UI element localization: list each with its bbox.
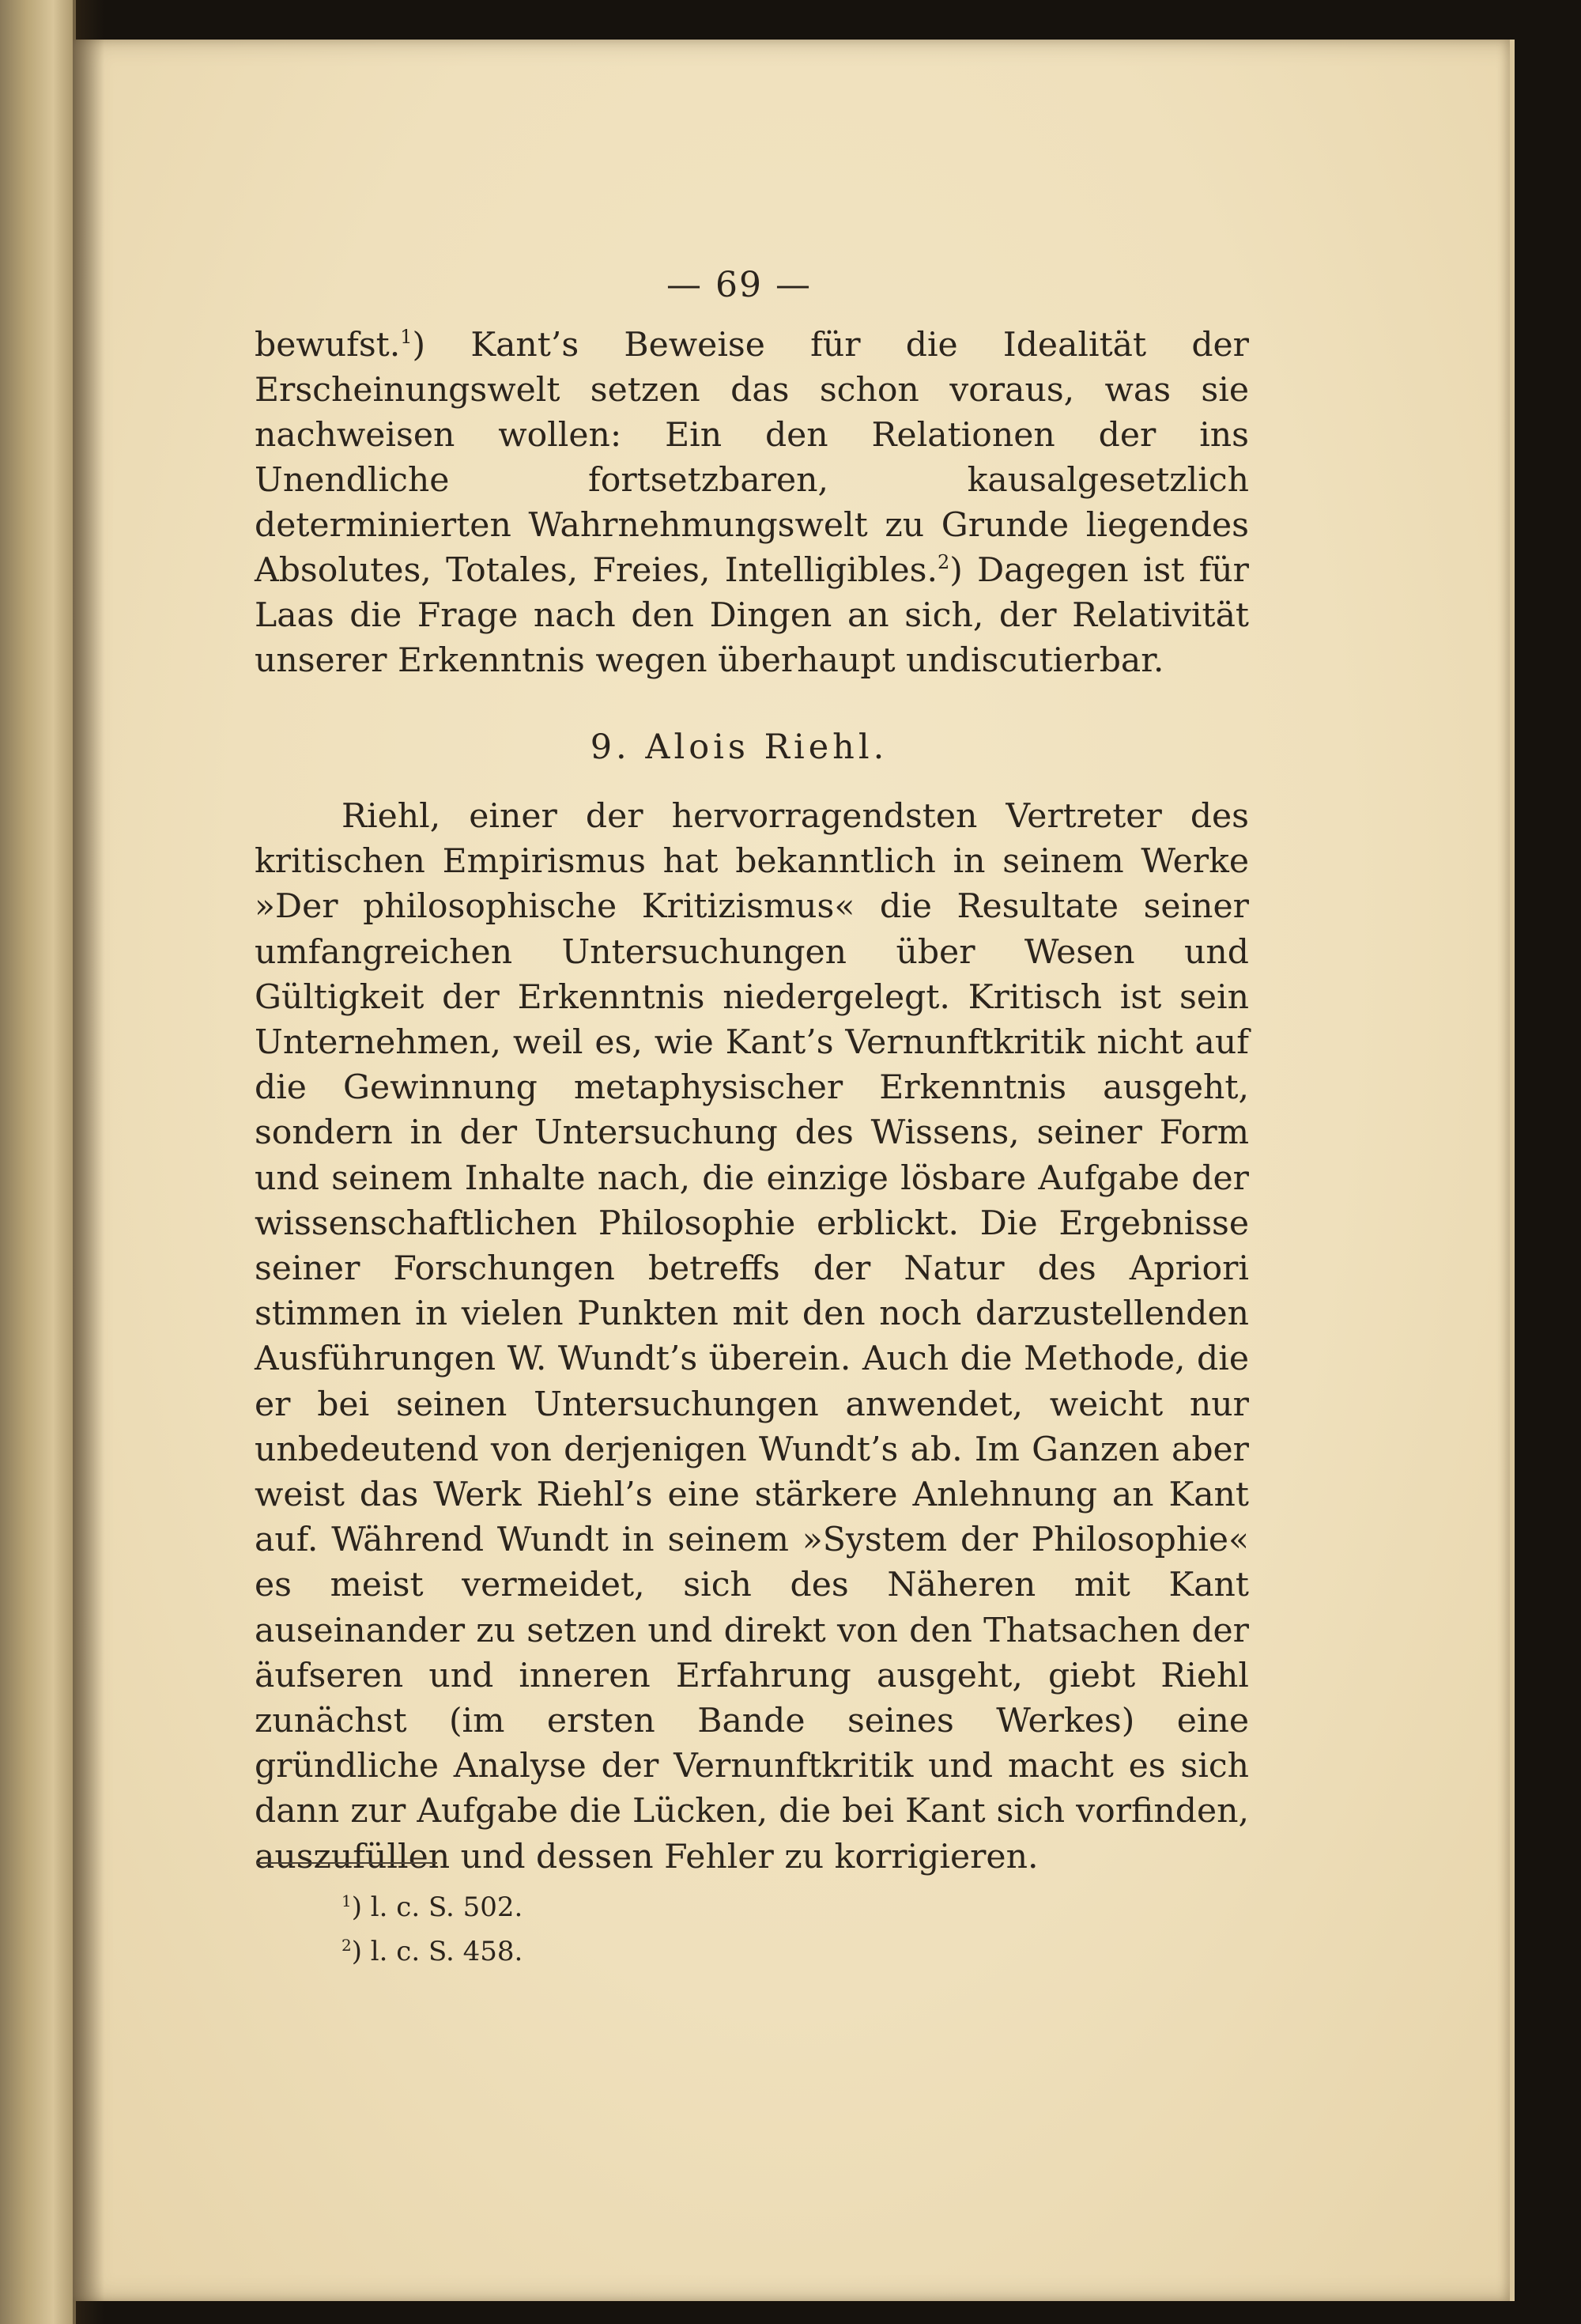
footnote-text: ) l. c. S. 458. (351, 1936, 523, 1967)
text-fragment: ) Kant’s Beweise für die Idealität der Erscheinungswelt setzen das schon voraus, was sie nachweisen wollen: Ein den Relationen der ins Unendliche fortsetzbaren, kausalgesetzlich determinierten Wahrnehmungswelt zu Grunde liegendes Absolutes, Totales, Freies, Intelligibles. (255, 326, 1249, 590)
page-number: — 69 — (666, 265, 812, 305)
footnote-divider (257, 1862, 437, 1864)
section-heading: 9. Alois Riehl. (590, 727, 889, 767)
paragraph-continuation (255, 323, 1249, 683)
footnote-mark: 1 (341, 1891, 352, 1910)
text-fragment: ) Dagegen ist für Laas die Frage nach den Dingen an sich, der Relativität unserer Erkenntnis wegen überhaupt undiscutierbar. (255, 551, 1249, 680)
paragraph-text: Riehl, einer der hervorragendsten Vertreter des kritischen Empirismus hat bekanntlich in seinem Werke »Der philosophische Kritizismus« die Resultate seiner umfangreichen Untersuchungen über Wesen und Gültigkeit der Erkenntnis niedergelegt. Kritisch ist sein Unternehmen, weil es, wie Kant’s Vernunftkritik nicht auf die Gewinnung metaphysischer Erkenntnis ausgeht, sondern in der Untersuchung des Wissens, seiner Form und seinem Inhalte nach, die einzige lösbare Aufgabe der wissenschaftlichen Philosophie erblickt. Die Ergebnisse seiner Forschungen betreffs der Natur des Apriori stimmen in vielen Punkten mit den noch darzustellenden Ausführungen W. Wundt’s überein. Auch die Methode, die er bei seinen Untersuchungen anwendet, weicht nur unbedeutend von derjenigen Wundt’s ab. Im Ganzen aber weist das Werk Riehl’s eine stärkere Anlehnung an Kant auf. Während Wundt in seinem »System der Philosophie« es meist vermeidet, sich des Näheren mit Kant auseinander zu setzen und direkt von den Thatsachen der äufseren und inneren Erfahrung ausgeht, giebt Riehl zunächst (im ersten Bande seines Werkes) eine gründliche Analyse der Vernunftkritik und macht es sich dann zur Aufgabe die Lücken, die bei Kant sich vorfinden, auszufüllen und dessen Fehler zu korrigieren. (255, 797, 1249, 1876)
text-fragment: bewufst. (255, 326, 401, 365)
riehl-paragraph (255, 794, 1249, 1880)
footnote-mark: 2 (341, 1936, 352, 1955)
footnote-item (341, 1926, 523, 1971)
left-page-edge (0, 0, 76, 2324)
footnote-reference[interactable]: 2 (937, 551, 950, 573)
footnote-reference[interactable]: 1 (400, 326, 413, 348)
gutter-shadow (73, 0, 104, 2324)
footnotes (341, 1882, 523, 1971)
footnote-text: ) l. c. S. 502. (351, 1891, 523, 1923)
opening-paragraph (255, 323, 1249, 683)
footnote-item (341, 1882, 523, 1926)
